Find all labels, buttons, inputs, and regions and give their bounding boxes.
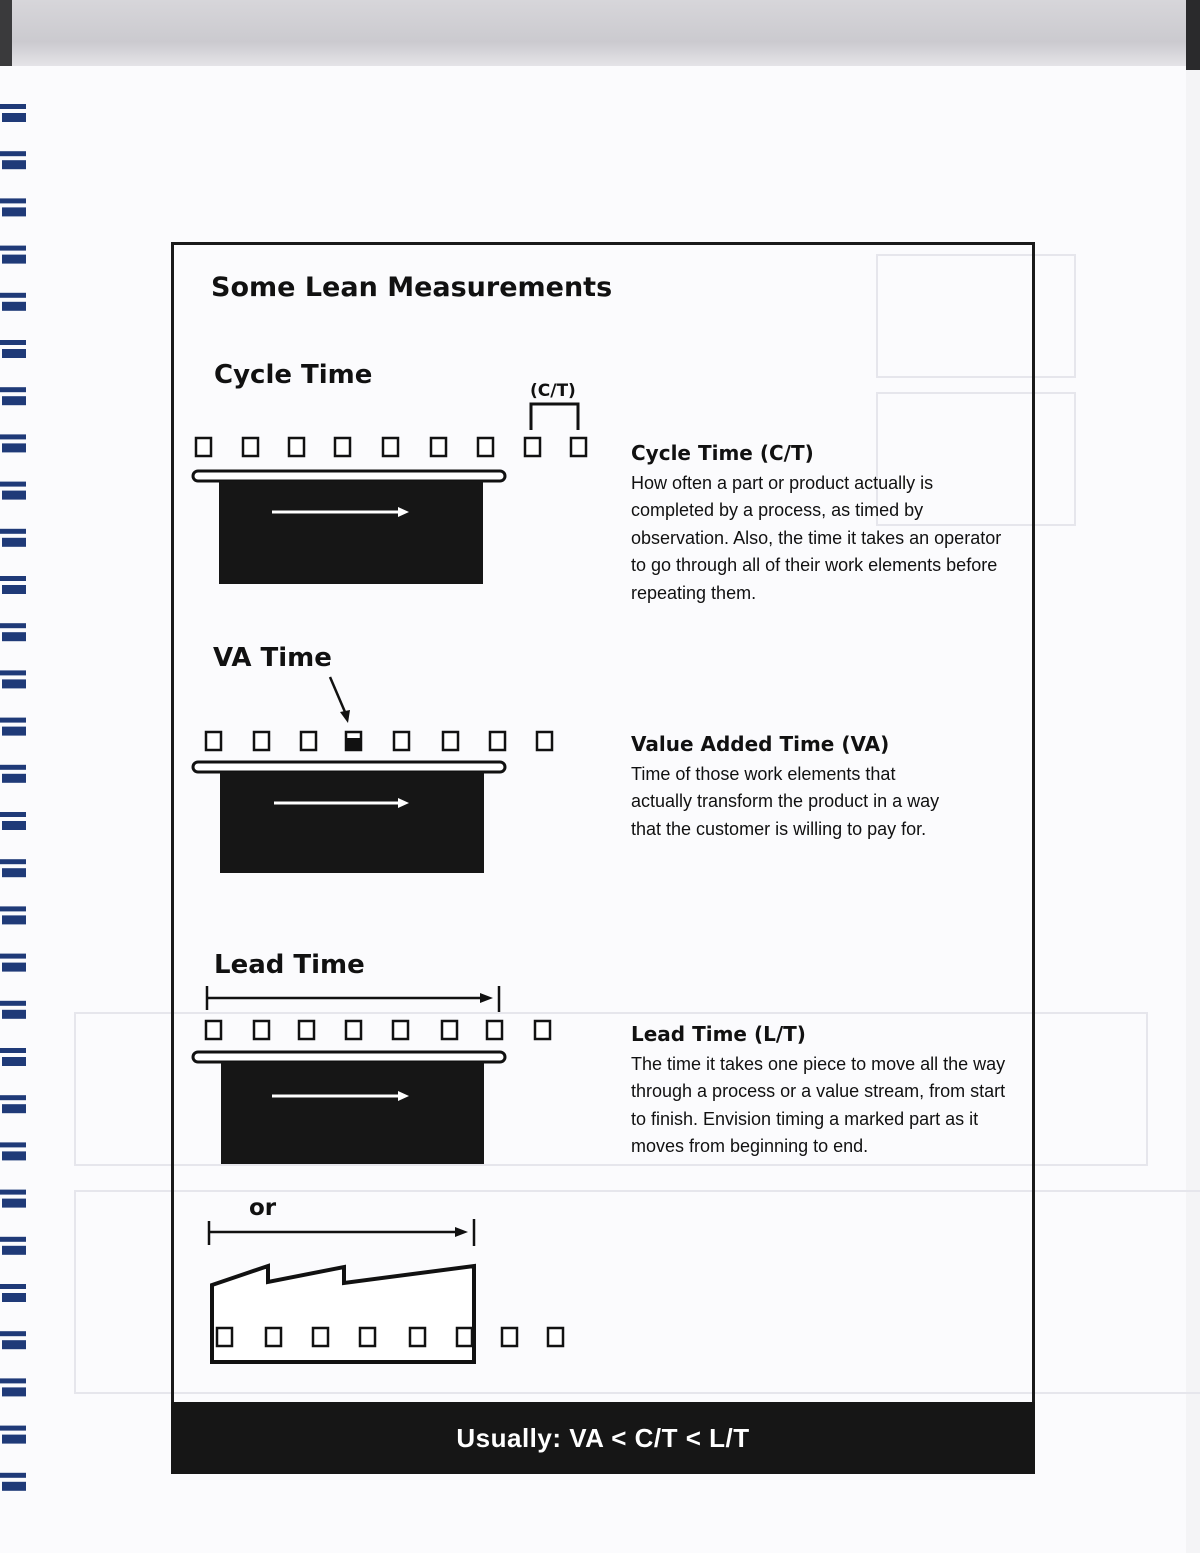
- part-square: [525, 438, 540, 456]
- value-stream-span-arrowhead: [455, 1227, 468, 1237]
- va-time-description: [631, 731, 961, 843]
- part-square: [548, 1328, 563, 1346]
- va-time-desc-title: Value Added Time (VA): [631, 732, 890, 756]
- part-square: [457, 1328, 472, 1346]
- part-square: [442, 1021, 457, 1039]
- cycle-time-description: [631, 440, 1011, 607]
- process-box: [220, 772, 484, 873]
- part-square: [254, 732, 269, 750]
- conveyor-rail: [193, 1052, 505, 1062]
- lead-time-parts: [206, 1021, 550, 1039]
- lead-time-description: [631, 1021, 1011, 1161]
- process-box: [221, 1062, 484, 1164]
- part-square: [571, 438, 586, 456]
- cycle-time-diagram: [193, 381, 586, 584]
- part-square: [490, 732, 505, 750]
- va-time-heading: VA Time: [213, 643, 332, 673]
- part-square: [243, 438, 258, 456]
- page-title: Some Lean Measurements: [211, 272, 613, 303]
- va-pointer-line: [330, 677, 345, 712]
- va-time-diagram: [193, 677, 552, 873]
- lead-time-heading: Lead Time: [214, 950, 365, 980]
- va-pointer-arrowhead: [340, 710, 350, 723]
- part-square: [335, 438, 350, 456]
- part-square: [410, 1328, 425, 1346]
- part-square: [487, 1021, 502, 1039]
- part-square: [346, 1021, 361, 1039]
- part-square: [478, 438, 493, 456]
- part-square: [393, 1021, 408, 1039]
- marked-part-fill: [346, 738, 361, 750]
- lead-time-desc-text: The time it takes one piece to move all the way through a process or a value stream, from start to finish. Envision timing a marked part as it moves from beginning to end.: [631, 1053, 1006, 1156]
- va-time-parts: [206, 732, 552, 750]
- conveyor-rail: [193, 762, 505, 772]
- part-square: [535, 1021, 550, 1039]
- part-square: [217, 1328, 232, 1346]
- part-square: [206, 732, 221, 750]
- process-box: [219, 481, 483, 584]
- part-square: [313, 1328, 328, 1346]
- value-stream-diagram: [209, 1195, 563, 1362]
- part-square: [299, 1021, 314, 1039]
- part-square: [301, 732, 316, 750]
- part-square: [394, 732, 409, 750]
- cycle-time-parts: [196, 438, 586, 456]
- cycle-time-desc-text: How often a part or product actually is completed by a process, as timed by observation. Also, the time it takes an operator to go through all of their work elements before repeating them.: [631, 472, 1002, 603]
- part-square: [443, 732, 458, 750]
- summary-text: Usually: VA < C/T < L/T: [456, 1422, 750, 1453]
- cycle-time-heading: Cycle Time: [214, 360, 373, 390]
- lead-time-diagram: [193, 986, 550, 1164]
- part-square: [254, 1021, 269, 1039]
- lead-time-desc-title: Lead Time (L/T): [631, 1022, 806, 1046]
- part-square: [206, 1021, 221, 1039]
- cycle-time-bracket: [531, 404, 578, 430]
- part-square: [537, 732, 552, 750]
- part-square: [502, 1328, 517, 1346]
- part-square: [196, 438, 211, 456]
- va-time-desc-text: Time of those work elements that actually transform the product in a way that the customer is willing to pay for.: [631, 763, 940, 839]
- cycle-time-marker-label: (C/T): [530, 381, 576, 401]
- part-square: [266, 1328, 281, 1346]
- part-square: [289, 438, 304, 456]
- factory-outline: [212, 1266, 474, 1362]
- part-square: [360, 1328, 375, 1346]
- summary-footer: [171, 1402, 1035, 1474]
- conveyor-rail: [193, 471, 505, 481]
- cycle-time-desc-title: Cycle Time (C/T): [631, 441, 814, 465]
- part-square: [383, 438, 398, 456]
- alternative-label: or: [249, 1195, 277, 1221]
- part-square: [431, 438, 446, 456]
- lead-time-span-arrowhead: [480, 993, 493, 1003]
